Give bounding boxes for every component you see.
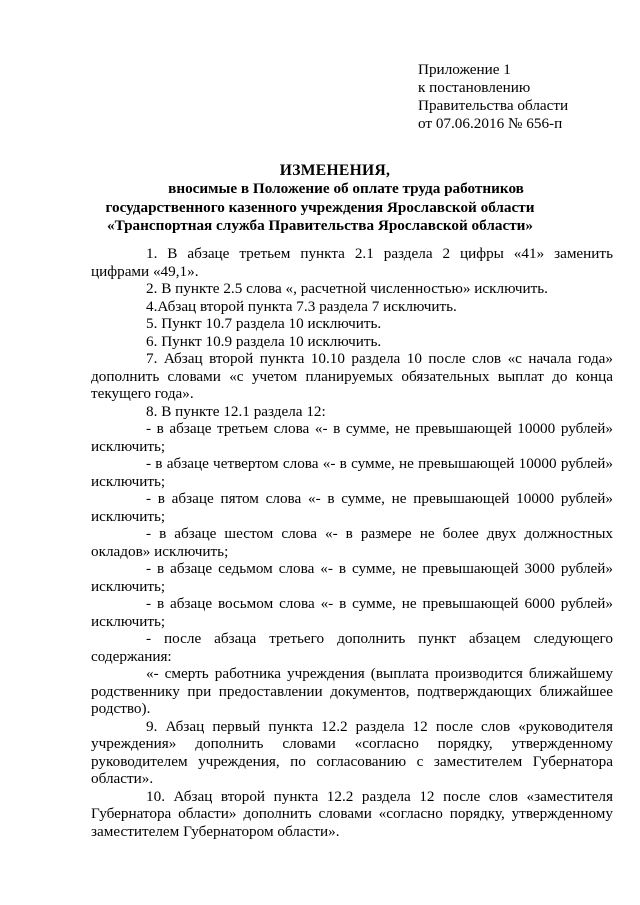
appendix-line-2: к постановлению [418,79,531,96]
subitem-paragraph-4: - в абзаце четвертом слова «- в сумме, не превышающей 10000 рублей» исключить; [91,455,613,490]
subitem-paragraph-3: - в абзаце третьем слова «- в сумме, не превышающей 10000 рублей» исключить; [91,420,613,455]
subitem-paragraph-6: - в абзаце шестом слова «- в размере не более двух должностных окладов» исключить; [91,525,613,560]
paragraph-item-8: 8. В пункте 12.1 раздела 12: [146,402,326,420]
paragraph-item-10: 10. Абзац второй пункта 12.2 раздела 12 после слов «заместителя Губернатора области» дополнить словами «согласно порядку, утвержденному заместителем Губернатором области». [91,787,613,840]
paragraph-item-5: 5. Пункт 10.7 раздела 10 исключить. [146,315,382,332]
title-line-1: вносимые в Положение об оплате труда работников [168,180,524,197]
document-title [0,162,640,236]
subitem-new-text: «- смерть работника учреждения (выплата производится ближайшему родственнику при предоставлении документов, подтверждающих ближайшее родство). [91,665,613,717]
subitem-paragraph-8: - в абзаце восьмом слова «- в сумме, не превышающей 6000 рублей» исключить; [91,595,613,630]
paragraph-item-1: 1. В абзаце третьем пункта 2.1 раздела 2 цифры «41» заменить цифрами «49,1». [91,245,613,280]
subitem-paragraph-7: - в абзаце седьмом слова «- в сумме, не превышающей 3000 рублей» исключить; [91,560,613,595]
paragraph-item-4: 4.Абзац второй пункта 7.3 раздела 7 исключить. [146,297,457,315]
appendix-line-4: от 07.06.2016 № 656-п [418,115,563,132]
subitem-add-paragraph: - после абзаца третьего дополнить пункт абзацем следующего содержания: [91,630,613,665]
appendix-line-3: Правительства области [418,97,569,114]
title-heading: ИЗМЕНЕНИЯ, [279,162,391,179]
paragraph-item-6: 6. Пункт 10.9 раздела 10 исключить. [146,332,382,350]
title-line-2: государственного казенного учреждения Ярославской области [105,198,535,216]
paragraph-item-9: 9. Абзац первый пункта 12.2 раздела 12 после слов «руководителя учреждения» дополнить словами «согласно порядку, утвержденному руководителем учреждения, по согласованию с заместителем Губернатора области». [91,717,613,787]
paragraph-item-7: 7. Абзац второй пункта 10.10 раздела 10 после слов «с начала года» дополнить словами «с учетом планируемых обязательных выплат до конца текущего года». [91,350,613,402]
appendix-block [418,61,618,133]
appendix-line-1: Приложение 1 [418,61,511,78]
document-body [91,245,613,840]
subitem-paragraph-5: - в абзаце пятом слова «- в сумме, не превышающей 10000 рублей» исключить; [91,490,613,525]
title-line-3: «Транспортная служба Правительства Ярославской области» [106,217,534,234]
paragraph-item-2: 2. В пункте 2.5 слова «, расчетной численностью» исключить. [146,280,548,297]
